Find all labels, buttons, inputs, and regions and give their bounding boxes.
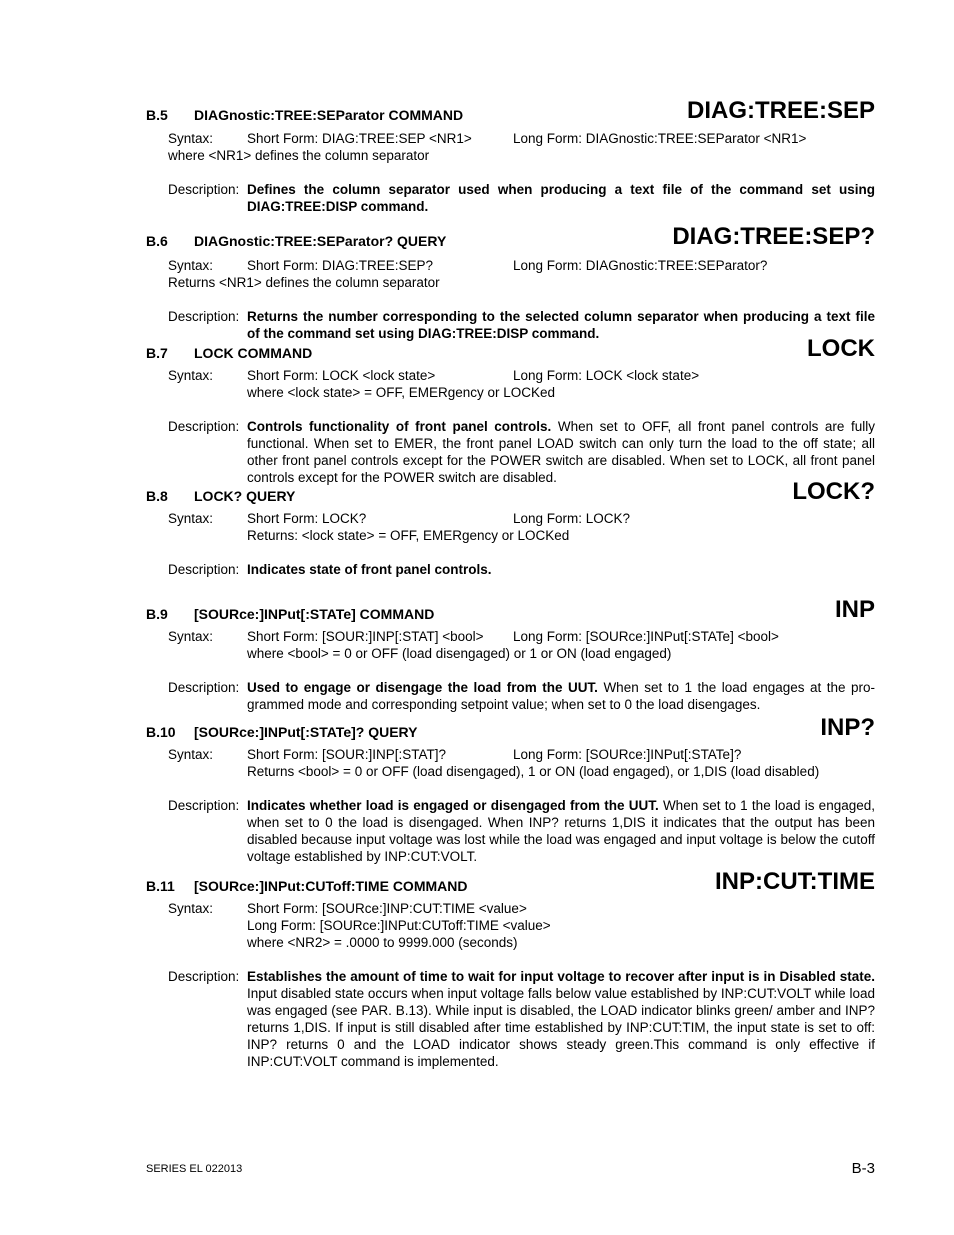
syntax-note: where <NR1> defines the column separator xyxy=(168,148,430,163)
section-number: B.10 xyxy=(146,724,176,740)
description-text: Used to engage or disengage the load from the UUT. When set to 1 the load engages at the pro-grammed mode and corresponding setpoint value; when set to 0 the load disengages. xyxy=(247,680,876,712)
command-mnemonic: DIAG:TREE:SEP xyxy=(686,97,875,124)
short-form: Short Form: [SOUR:]INP[:STAT] <bool> xyxy=(247,629,484,644)
section-b10 xyxy=(146,716,875,865)
short-form: Short Form: LOCK? xyxy=(247,511,367,526)
long-form: Long Form: [SOURce:]INPut[:STATe] <bool> xyxy=(513,629,779,644)
long-form: Long Form: DIAGnostic:TREE:SEParator? xyxy=(513,258,768,273)
syntax-note: where <bool> = 0 or OFF (load disengaged) or 1 or ON (load engaged) xyxy=(247,646,672,661)
command-mnemonic: INP? xyxy=(820,714,875,741)
section-title: DIAGnostic:TREE:SEParator COMMAND xyxy=(194,107,464,123)
section-b9 xyxy=(146,598,875,713)
command-mnemonic: DIAG:TREE:SEP? xyxy=(672,223,875,250)
description-label: Description: xyxy=(168,680,240,695)
syntax-note: where <lock state> = OFF, EMERgency or LOCKed xyxy=(247,385,556,400)
command-mnemonic: INP xyxy=(834,596,875,623)
description-label: Description: xyxy=(168,419,240,434)
description-lead: Defines the column separator used when producing a text file of the command set using DIAG:TREE:DISP command. xyxy=(247,182,875,214)
section-b8 xyxy=(146,480,875,578)
section-title: [SOURce:]INPut[:STATe] COMMAND xyxy=(194,606,435,622)
description-text: Indicates whether load is engaged or disengaged from the UUT. When set to 1 the load is engaged, when set to 0 the load is disengaged. When INP? returns 1,DIS it indicates that the output has been disabled because input voltage was lost while the load was engaged and input voltage is below the cutoff voltage established by INP:CUT:VOLT. xyxy=(247,798,875,864)
section-number: B.11 xyxy=(146,878,175,894)
syntax-label: Syntax: xyxy=(168,901,214,916)
long-form: Long Form: [SOURce:]INPut[:STATe]? xyxy=(513,747,742,762)
section-number: B.9 xyxy=(146,606,168,622)
long-form: Long Form: DIAGnostic:TREE:SEParator <NR1> xyxy=(513,131,807,146)
description-label: Description: xyxy=(168,562,240,577)
description-label: Description: xyxy=(168,798,240,813)
long-form: Long Form: LOCK? xyxy=(513,511,631,526)
short-form: Short Form: DIAG:TREE:SEP <NR1> xyxy=(247,131,472,146)
description-text xyxy=(247,181,875,215)
description-label: Description: xyxy=(168,969,240,984)
section-title: LOCK COMMAND xyxy=(194,345,313,361)
section-b7 xyxy=(146,337,875,486)
command-mnemonic: INP:CUT:TIME xyxy=(715,868,875,895)
syntax-label: Syntax: xyxy=(168,747,214,762)
description-lead: Establishes the amount of time to wait for input voltage to recover after input is in Disabled state. xyxy=(247,969,875,984)
section-title: DIAGnostic:TREE:SEParator? QUERY xyxy=(194,233,447,249)
syntax-note: Returns <NR1> defines the column separator xyxy=(168,275,440,290)
long-form: Long Form: LOCK <lock state> xyxy=(513,368,700,383)
syntax-label: Syntax: xyxy=(168,629,214,644)
long-form: Long Form: [SOURce:]INPut:CUToff:TIME <value> xyxy=(247,918,551,933)
command-mnemonic: LOCK xyxy=(807,335,875,362)
description-text xyxy=(247,561,875,578)
section-b11 xyxy=(146,870,875,1070)
description-lead: Controls functionality of front panel controls. xyxy=(247,419,552,434)
description-label: Description: xyxy=(168,182,240,197)
syntax-label: Syntax: xyxy=(168,368,214,383)
description-lead: Indicates state of front panel controls. xyxy=(247,562,492,577)
syntax-label: Syntax: xyxy=(168,131,214,146)
section-title: [SOURce:]INPut:CUToff:TIME COMMAND xyxy=(194,878,468,894)
description-lead: Returns the number corresponding to the selected column separator when producing a text file of the command set using DIAG:TREE:DISP command. xyxy=(247,309,875,341)
syntax-note: Returns <bool> = 0 or OFF (load disengaged), 1 or ON (load engaged), or 1,DIS (load disabled) xyxy=(247,764,820,779)
section-b6 xyxy=(146,225,875,342)
description-lead: Indicates whether load is engaged or disengaged from the UUT. xyxy=(247,798,659,813)
syntax-note: where <NR2> = .0000 to 9999.000 (seconds) xyxy=(247,935,518,950)
section-number: B.8 xyxy=(146,488,168,504)
syntax-label: Syntax: xyxy=(168,258,214,273)
footer-series: SERIES EL 022013 xyxy=(146,1163,243,1175)
description-text: Controls functionality of front panel controls. When set to OFF, all front panel controls are fully functional. When set to EMER, the front panel LOAD switch can only turn the load to the off state; all other front panel controls except for the POWER switch are disabled. When set to LOCK, all front panel controls except for the POWER switch are disabled. xyxy=(247,419,875,485)
syntax-note: Returns: <lock state> = OFF, EMERgency or LOCKed xyxy=(247,528,570,543)
description-label: Description: xyxy=(168,309,240,324)
section-title: [SOURce:]INPut[:STATe]? QUERY xyxy=(194,724,418,740)
short-form: Short Form: LOCK <lock state> xyxy=(247,368,436,383)
section-title: LOCK? QUERY xyxy=(194,488,296,504)
description-text: Establishes the amount of time to wait for input voltage to recover after input is in Disabled state. Input disabled state occurs when input voltage falls below value established by INP:CUT:VOLT while load was engaged (see PAR. B.13). While input is disabled, the LOAD indicator blinks green/ amber and INP? returns 1,DIS. If input is still disabled after time established by INP:CUT:TIM, the input state is set to off: INP? returns 0 and the LOAD indicator shows steady green.This command is only effective if INP:CUT:VOLT command is implemented. xyxy=(247,969,875,1069)
short-form: Short Form: DIAG:TREE:SEP? xyxy=(247,258,434,273)
short-form: Short Form: [SOURce:]INP:CUT:TIME <value> xyxy=(247,901,527,916)
section-number: B.7 xyxy=(146,345,168,361)
section-b5 xyxy=(146,99,875,215)
page-number: B-3 xyxy=(851,1160,875,1177)
description-lead: Used to engage or disengage the load from the UUT. xyxy=(247,680,598,695)
short-form: Short Form: [SOUR:]INP[:STAT]? xyxy=(247,747,447,762)
command-mnemonic: LOCK? xyxy=(792,478,875,505)
section-number: B.5 xyxy=(146,107,168,123)
syntax-label: Syntax: xyxy=(168,511,214,526)
section-number: B.6 xyxy=(146,233,168,249)
